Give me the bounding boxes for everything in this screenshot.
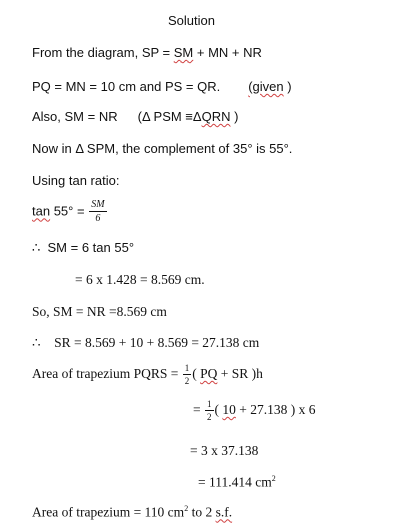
given-tag: (given	[248, 79, 284, 94]
sm-equation-text: SM = 6 tan 55°	[47, 240, 135, 255]
half-numerator: 1	[207, 399, 212, 409]
eq-text-rest: + MN + NR	[193, 45, 262, 60]
given-close: )	[287, 79, 292, 94]
tan-word: tan	[32, 203, 51, 219]
area-final-exponent: 2	[184, 504, 189, 513]
eq-sm-term: SM	[173, 45, 194, 60]
half-denominator: 2	[184, 376, 190, 386]
equation-sp-sum	[32, 45, 262, 60]
eq-text: From the diagram, SP =	[32, 45, 174, 60]
tan-fraction-numerator: SM	[91, 199, 105, 210]
area-formula-text: Area of trapezium PQRS =	[32, 366, 182, 382]
area-final-to: to 2	[188, 504, 216, 520]
area-sub-ten: 10	[222, 402, 236, 418]
tan-equation	[32, 200, 108, 224]
congruence-triangle: QRN	[201, 109, 231, 124]
therefore-symbol: ∴	[32, 335, 41, 350]
congruence-close: )	[234, 109, 239, 124]
area-exact-value	[198, 474, 276, 491]
half-numerator: 1	[184, 363, 190, 373]
congruence-text: Also, SM = NR	[32, 109, 118, 124]
area-sub-paren: (	[214, 402, 223, 418]
sr-equation	[32, 335, 259, 351]
solution-title: Solution	[168, 13, 215, 28]
tan-fraction-denominator: 6	[95, 213, 101, 224]
area-formula-paren: (	[192, 366, 201, 382]
given-statement	[32, 79, 292, 94]
tan-angle: 55° =	[50, 203, 85, 219]
congruence-reason: (Δ PSM ≡Δ	[137, 109, 202, 124]
area-formula-pq: PQ	[200, 366, 218, 382]
half-fraction	[205, 400, 214, 422]
sm-nr-value: So, SM = NR =8.569 cm	[32, 304, 167, 319]
area-substitution	[193, 400, 315, 422]
tan-ratio-heading: Using tan ratio:	[32, 173, 120, 188]
given-text: PQ = MN = 10 cm and PS = QR.	[32, 79, 221, 94]
sr-equation-text: SR = 8.569 + 10 + 8.569 = 27.138 cm	[54, 335, 260, 350]
sm-equation	[32, 240, 134, 256]
area-sub-equals: =	[193, 402, 204, 418]
complement-statement: Now in Δ SPM, the complement of 35° is 55°.	[32, 141, 293, 156]
area-final-answer	[32, 504, 232, 521]
sm-value: = 6 x 1.428 = 8.569 cm.	[75, 272, 205, 287]
area-formula	[32, 364, 263, 386]
area-step-product: = 3 x 37.138	[190, 443, 259, 458]
area-final-sf: s.f.	[215, 504, 233, 520]
half-fraction	[183, 364, 192, 386]
therefore-symbol: ∴	[32, 240, 41, 255]
half-denominator: 2	[207, 412, 212, 422]
tan-fraction	[89, 200, 106, 224]
area-sub-rest: + 27.138 ) x 6	[235, 402, 316, 418]
area-exact-text: = 111.414 cm	[198, 474, 272, 490]
area-exact-exponent: 2	[271, 474, 276, 483]
area-formula-rest: + SR )h	[217, 366, 263, 382]
area-final-text: Area of trapezium = 110 cm	[32, 504, 185, 520]
congruence-statement	[32, 109, 238, 124]
